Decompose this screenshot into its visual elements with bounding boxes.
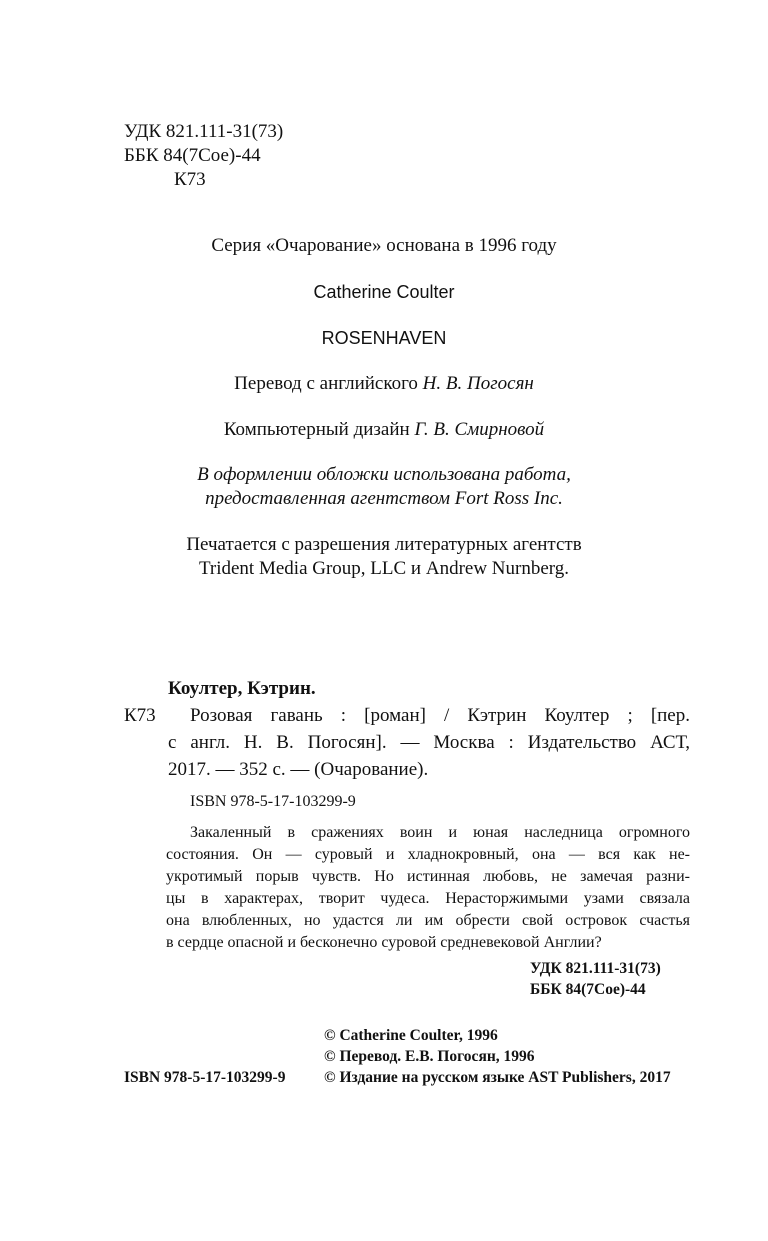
classification-bbk: ББК 84(7Сое)-44: [530, 981, 646, 998]
classification-udk: УДК 821.111-31(73): [530, 960, 661, 977]
cover-note-line2: предоставленная агентством Fort Ross Inc.: [205, 488, 563, 509]
cover-note-line1: В оформлении обложки использована работа,: [197, 464, 571, 485]
bib-line-3: 2017. — 352 с. — (Очарование).: [168, 759, 429, 780]
copyright-translation: © Перевод. Е.В. Погосян, 1996: [324, 1048, 535, 1065]
bib-isbn: ISBN 978-5-17-103299-9: [190, 793, 356, 810]
author-original: Catherine Coulter: [313, 282, 455, 302]
bib-line-2: с англ. Н. В. Погосян]. — Москва : Издательство АСТ,: [168, 732, 690, 753]
annotation-line-3: укротимый порыв чувств. Но истинная любовь, не замечая разни-: [166, 868, 690, 885]
bib-author: Коултер, Кэтрин.: [168, 678, 316, 699]
annotation-line-2: состояния. Он — суровый и хладнокровный, она — вся как не-: [166, 846, 690, 863]
design-credit: [0, 418, 768, 442]
copyright-isbn: ISBN 978-5-17-103299-9: [124, 1069, 286, 1086]
annotation-line-4: цы в характерах, творит чудеса. Нерасторжимыми узами связала: [166, 890, 690, 907]
permission-line1: Печатается с разрешения литературных агентств: [186, 534, 582, 555]
designer-name: Г. В. Смирновой: [414, 419, 545, 440]
bbk-code: ББК 84(7Сое)-44: [124, 145, 261, 166]
udk-code: УДК 821.111-31(73): [124, 121, 284, 142]
annotation-line-5: она влюбленных, но удастся ли им обрести свой островок счастья: [166, 912, 690, 929]
bib-line-1: Розовая гавань : [роман] / Кэтрин Коултер ; [пер.: [190, 705, 690, 726]
annotation-line-1: Закаленный в сражениях воин и юная наследница огромного: [190, 824, 690, 841]
series-line: Серия «Очарование» основана в 1996 году: [211, 235, 557, 256]
translation-prefix: Перевод с английского: [234, 373, 418, 394]
design-prefix: Компьютерный дизайн: [223, 419, 410, 440]
translation-credit: [0, 372, 768, 396]
permission-line2: Trident Media Group, LLC и Andrew Nurnberg.: [198, 558, 570, 579]
author-mark: К73: [174, 169, 206, 190]
annotation-line-6: в сердце опасной и бесконечно суровой средневековой Англии?: [166, 934, 602, 951]
title-original: ROSENHAVEN: [321, 328, 447, 348]
copyright-edition: © Издание на русском языке AST Publishers, 2017: [324, 1069, 671, 1086]
translator-name: Н. В. Погосян: [422, 373, 534, 394]
bib-code: К73: [124, 705, 156, 726]
copyright-author: © Catherine Coulter, 1996: [324, 1027, 498, 1044]
